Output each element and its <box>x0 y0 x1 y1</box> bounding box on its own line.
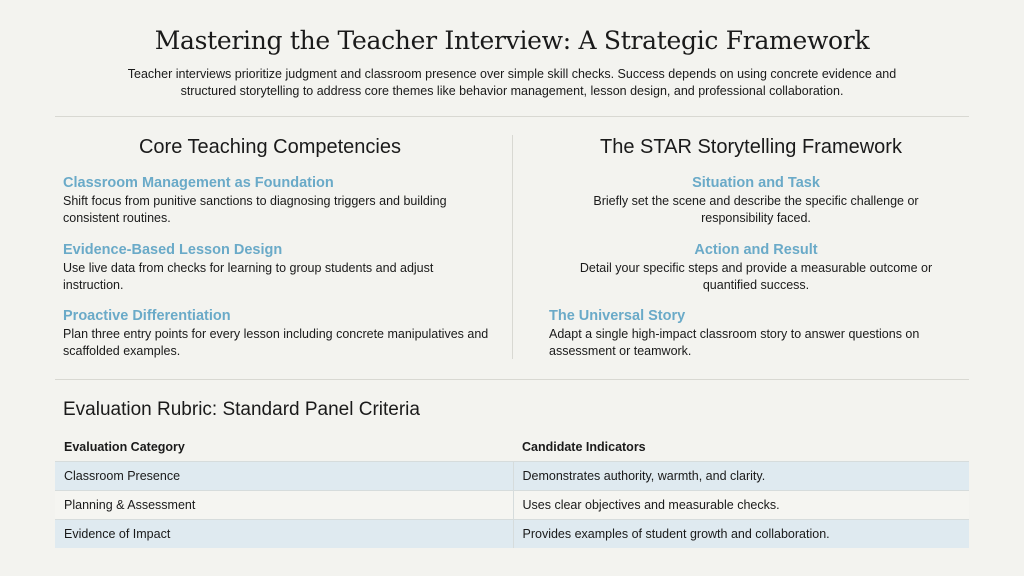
divider <box>55 116 969 117</box>
item-text: Shift focus from punitive sanctions to diagnosing triggers and building consistent routines. <box>63 194 447 225</box>
item-text: Adapt a single high-impact classroom story to answer questions on assessment or teamwork. <box>549 327 920 358</box>
item-title: Proactive Differentiation <box>63 308 231 324</box>
competency-item <box>63 242 493 293</box>
star-item <box>566 175 946 226</box>
star-item <box>549 308 949 359</box>
item-title: Classroom Management as Foundation <box>63 175 334 191</box>
column-header: Evaluation Category <box>64 440 185 454</box>
indicator-cell: Demonstrates authority, warmth, and clarity. <box>513 462 969 491</box>
table-row <box>55 491 969 520</box>
category-cell: Classroom Presence <box>55 462 513 491</box>
star-item <box>566 242 946 293</box>
column-divider <box>512 135 513 359</box>
item-text: Plan three entry points for every lesson including concrete manipulatives and scaffolded examples. <box>63 327 489 358</box>
item-text: Use live data from checks for learning to group students and adjust instruction. <box>63 261 434 292</box>
table-header <box>55 433 969 462</box>
left-column-heading: Core Teaching Competencies <box>138 136 401 158</box>
table-row <box>55 462 969 491</box>
category-cell: Planning & Assessment <box>55 491 513 520</box>
item-title: Action and Result <box>694 242 818 258</box>
rubric-table <box>55 433 969 548</box>
item-title: Situation and Task <box>692 175 820 191</box>
column-header: Candidate Indicators <box>522 440 646 454</box>
rubric-title: Evaluation Rubric: Standard Panel Criteria <box>63 399 420 420</box>
item-title: The Universal Story <box>549 308 686 324</box>
competency-item <box>63 175 493 226</box>
item-text: Detail your specific steps and provide a measurable outcome or quantified success. <box>579 261 933 292</box>
item-title: Evidence-Based Lesson Design <box>63 242 283 258</box>
page-title: Mastering the Teacher Interview: A Strategic Framework <box>154 26 870 55</box>
page-subtitle: Teacher interviews prioritize judgment and classroom presence over simple skill checks. Success depends on using concrete evidence and structured storytelling to address core themes like behavior management, lesson design, and professional collaboration. <box>127 67 897 98</box>
table-row <box>55 520 969 549</box>
divider <box>55 379 969 380</box>
right-column-heading: The STAR Storytelling Framework <box>600 136 902 158</box>
category-cell: Evidence of Impact <box>55 520 513 549</box>
competency-item <box>63 308 493 359</box>
indicator-cell: Provides examples of student growth and collaboration. <box>513 520 969 549</box>
indicator-cell: Uses clear objectives and measurable checks. <box>513 491 969 520</box>
item-text: Briefly set the scene and describe the specific challenge or responsibility faced. <box>593 194 919 225</box>
